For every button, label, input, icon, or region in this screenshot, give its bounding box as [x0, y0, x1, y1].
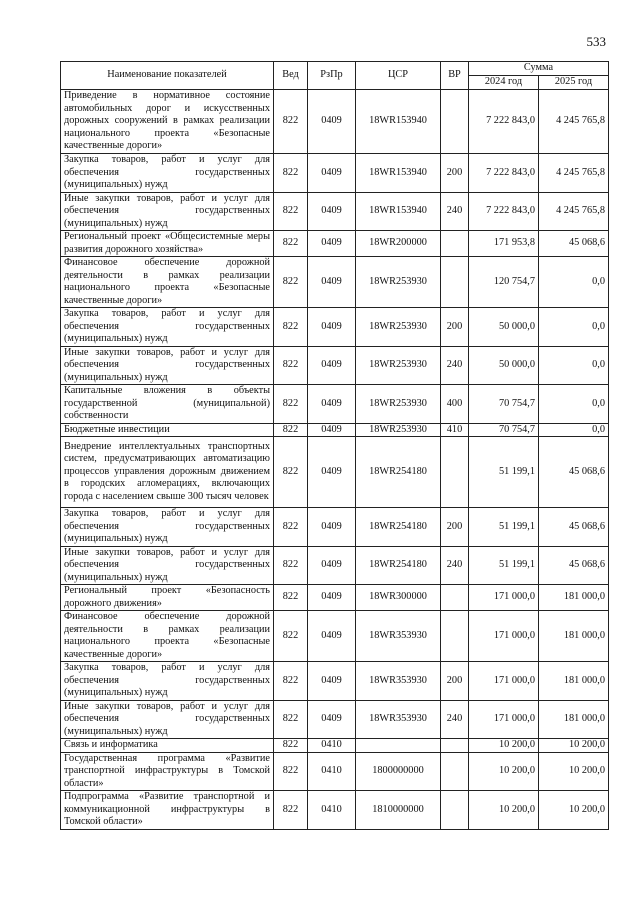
row-sum-2024: 7 222 843,0 — [469, 154, 539, 193]
row-ved: 822 — [274, 508, 308, 547]
row-name: Региональный проект «Общесистемные меры развития дорожного хозяйства» — [61, 231, 274, 257]
row-csr: 18WR253930 — [356, 308, 441, 347]
row-name: Подпрограмма «Развитие транспортной и коммуникационной инфраструктуры в Томской области» — [61, 791, 274, 830]
row-ved: 822 — [274, 346, 308, 385]
table-row — [61, 700, 609, 739]
row-sum-2025: 4 245 765,8 — [539, 192, 609, 231]
row-csr: 1810000000 — [356, 791, 441, 830]
row-vr: 240 — [441, 700, 469, 739]
row-sum-2024: 120 754,7 — [469, 257, 539, 308]
row-sum-2025: 0,0 — [539, 257, 609, 308]
row-ved: 822 — [274, 423, 308, 437]
row-rzpr: 0409 — [308, 508, 356, 547]
row-name: Закупка товаров, работ и услуг для обеспечения государственных (муниципальных) нужд — [61, 154, 274, 193]
table-row — [61, 192, 609, 231]
row-vr: 240 — [441, 546, 469, 585]
row-sum-2025: 10 200,0 — [539, 752, 609, 791]
page-number: 533 — [586, 34, 606, 49]
row-name: Закупка товаров, работ и услуг для обеспечения государственных (муниципальных) нужд — [61, 662, 274, 701]
table-row — [61, 662, 609, 701]
row-sum-2024: 171 000,0 — [469, 662, 539, 701]
row-csr: 18WR153940 — [356, 90, 441, 154]
row-vr — [441, 739, 469, 753]
row-csr: 18WR254180 — [356, 437, 441, 508]
row-rzpr: 0409 — [308, 231, 356, 257]
row-sum-2024: 70 754,7 — [469, 423, 539, 437]
row-rzpr: 0409 — [308, 611, 356, 662]
row-sum-2025: 0,0 — [539, 423, 609, 437]
row-vr: 410 — [441, 423, 469, 437]
row-sum-2025: 181 000,0 — [539, 611, 609, 662]
row-csr: 18WR253930 — [356, 346, 441, 385]
row-vr — [441, 257, 469, 308]
row-name: Закупка товаров, работ и услуг для обеспечения государственных (муниципальных) нужд — [61, 508, 274, 547]
row-vr — [441, 611, 469, 662]
row-sum-2025: 45 068,6 — [539, 437, 609, 508]
row-vr: 200 — [441, 662, 469, 701]
row-name: Капитальные вложения в объекты государственной (муниципальной) собственности — [61, 385, 274, 424]
row-vr — [441, 437, 469, 508]
table-row — [61, 346, 609, 385]
table-row — [61, 385, 609, 424]
row-ved: 822 — [274, 257, 308, 308]
header-2024: 2024 год — [469, 76, 539, 90]
table-header — [61, 62, 609, 90]
row-name: Внедрение интеллектуальных транспортных систем, предусматривающих автоматизацию процессов управления дорожным движением в городских агломерациях, включающих города с населением свыше 300 тысяч человек — [61, 437, 274, 508]
table-row — [61, 752, 609, 791]
row-vr: 200 — [441, 308, 469, 347]
row-ved: 822 — [274, 700, 308, 739]
row-vr — [441, 90, 469, 154]
table-row — [61, 739, 609, 753]
row-vr — [441, 231, 469, 257]
row-sum-2024: 50 000,0 — [469, 346, 539, 385]
row-ved: 822 — [274, 231, 308, 257]
row-sum-2025: 181 000,0 — [539, 700, 609, 739]
row-sum-2024: 171 000,0 — [469, 585, 539, 611]
row-sum-2024: 7 222 843,0 — [469, 192, 539, 231]
row-sum-2024: 10 200,0 — [469, 739, 539, 753]
budget-table — [60, 61, 609, 830]
row-sum-2025: 0,0 — [539, 385, 609, 424]
header-rzpr: РзПр — [308, 62, 356, 90]
row-vr: 400 — [441, 385, 469, 424]
row-sum-2025: 45 068,6 — [539, 508, 609, 547]
row-sum-2024: 51 199,1 — [469, 437, 539, 508]
row-csr: 18WR353930 — [356, 611, 441, 662]
table-row — [61, 791, 609, 830]
row-sum-2025: 45 068,6 — [539, 546, 609, 585]
row-sum-2024: 50 000,0 — [469, 308, 539, 347]
row-csr: 18WR153940 — [356, 192, 441, 231]
row-vr: 240 — [441, 192, 469, 231]
row-csr: 18WR300000 — [356, 585, 441, 611]
table-row — [61, 231, 609, 257]
row-vr — [441, 585, 469, 611]
row-rzpr: 0409 — [308, 308, 356, 347]
row-sum-2024: 171 000,0 — [469, 700, 539, 739]
row-sum-2024: 70 754,7 — [469, 385, 539, 424]
header-ved: Вед — [274, 62, 308, 90]
row-sum-2024: 51 199,1 — [469, 546, 539, 585]
row-rzpr: 0410 — [308, 752, 356, 791]
table-row — [61, 154, 609, 193]
row-sum-2025: 45 068,6 — [539, 231, 609, 257]
row-ved: 822 — [274, 546, 308, 585]
row-sum-2025: 4 245 765,8 — [539, 154, 609, 193]
row-csr: 18WR254180 — [356, 508, 441, 547]
row-rzpr: 0409 — [308, 90, 356, 154]
row-ved: 822 — [274, 192, 308, 231]
table-row — [61, 90, 609, 154]
row-ved: 822 — [274, 585, 308, 611]
row-vr — [441, 752, 469, 791]
row-name: Бюджетные инвестиции — [61, 423, 274, 437]
row-sum-2024: 171 953,8 — [469, 231, 539, 257]
row-csr: 18WR253930 — [356, 423, 441, 437]
row-sum-2024: 10 200,0 — [469, 752, 539, 791]
row-name: Иные закупки товаров, работ и услуг для обеспечения государственных (муниципальных) нужд — [61, 700, 274, 739]
row-csr: 18WR254180 — [356, 546, 441, 585]
row-vr: 200 — [441, 508, 469, 547]
header-csr: ЦСР — [356, 62, 441, 90]
row-sum-2025: 181 000,0 — [539, 585, 609, 611]
row-rzpr: 0409 — [308, 662, 356, 701]
row-ved: 822 — [274, 791, 308, 830]
row-sum-2025: 10 200,0 — [539, 739, 609, 753]
row-rzpr: 0409 — [308, 700, 356, 739]
row-rzpr: 0409 — [308, 437, 356, 508]
row-sum-2024: 10 200,0 — [469, 791, 539, 830]
row-rzpr: 0409 — [308, 585, 356, 611]
table-row — [61, 308, 609, 347]
row-csr: 18WR253930 — [356, 385, 441, 424]
row-csr: 1800000000 — [356, 752, 441, 791]
row-ved: 822 — [274, 154, 308, 193]
row-csr — [356, 739, 441, 753]
row-sum-2024: 171 000,0 — [469, 611, 539, 662]
row-sum-2024: 7 222 843,0 — [469, 90, 539, 154]
header-sum: Сумма — [469, 62, 609, 76]
table-row — [61, 437, 609, 508]
row-csr: 18WR353930 — [356, 662, 441, 701]
row-ved: 822 — [274, 662, 308, 701]
row-vr: 240 — [441, 346, 469, 385]
table-body — [61, 90, 609, 830]
row-name: Региональный проект «Безопасность дорожного движения» — [61, 585, 274, 611]
row-rzpr: 0409 — [308, 423, 356, 437]
row-ved: 822 — [274, 385, 308, 424]
row-vr — [441, 791, 469, 830]
header-vr: ВР — [441, 62, 469, 90]
row-name: Приведение в нормативное состояние автомобильных дорог и искусственных дорожных сооружений в рамках реализации национального проекта «Безопасные качественные дороги» — [61, 90, 274, 154]
row-rzpr: 0410 — [308, 739, 356, 753]
table-row — [61, 257, 609, 308]
row-ved: 822 — [274, 611, 308, 662]
table-row — [61, 423, 609, 437]
row-ved: 822 — [274, 90, 308, 154]
row-name: Финансовое обеспечение дорожной деятельности в рамках реализации национального проекта «Безопасные качественные дороги» — [61, 257, 274, 308]
table-row — [61, 546, 609, 585]
row-sum-2024: 51 199,1 — [469, 508, 539, 547]
row-rzpr: 0409 — [308, 546, 356, 585]
row-rzpr: 0410 — [308, 791, 356, 830]
table-row — [61, 585, 609, 611]
row-rzpr: 0409 — [308, 385, 356, 424]
row-rzpr: 0409 — [308, 192, 356, 231]
row-rzpr: 0409 — [308, 346, 356, 385]
row-ved: 822 — [274, 308, 308, 347]
row-csr: 18WR153940 — [356, 154, 441, 193]
row-name: Закупка товаров, работ и услуг для обеспечения государственных (муниципальных) нужд — [61, 308, 274, 347]
row-vr: 200 — [441, 154, 469, 193]
row-name: Государственная программа «Развитие транспортной инфраструктуры в Томской области» — [61, 752, 274, 791]
row-csr: 18WR200000 — [356, 231, 441, 257]
table-row — [61, 508, 609, 547]
table-row — [61, 611, 609, 662]
header-name: Наименование показателей — [61, 62, 274, 90]
row-sum-2025: 181 000,0 — [539, 662, 609, 701]
row-name: Иные закупки товаров, работ и услуг для обеспечения государственных (муниципальных) нужд — [61, 192, 274, 231]
row-rzpr: 0409 — [308, 257, 356, 308]
row-name: Финансовое обеспечение дорожной деятельности в рамках реализации национального проекта «Безопасные качественные дороги» — [61, 611, 274, 662]
row-sum-2025: 10 200,0 — [539, 791, 609, 830]
row-csr: 18WR353930 — [356, 700, 441, 739]
row-sum-2025: 0,0 — [539, 308, 609, 347]
row-ved: 822 — [274, 437, 308, 508]
row-sum-2025: 4 245 765,8 — [539, 90, 609, 154]
row-name: Связь и информатика — [61, 739, 274, 753]
row-ved: 822 — [274, 752, 308, 791]
row-ved: 822 — [274, 739, 308, 753]
row-rzpr: 0409 — [308, 154, 356, 193]
row-name: Иные закупки товаров, работ и услуг для обеспечения государственных (муниципальных) нужд — [61, 346, 274, 385]
header-2025: 2025 год — [539, 76, 609, 90]
row-name: Иные закупки товаров, работ и услуг для обеспечения государственных (муниципальных) нужд — [61, 546, 274, 585]
row-sum-2025: 0,0 — [539, 346, 609, 385]
row-csr: 18WR253930 — [356, 257, 441, 308]
